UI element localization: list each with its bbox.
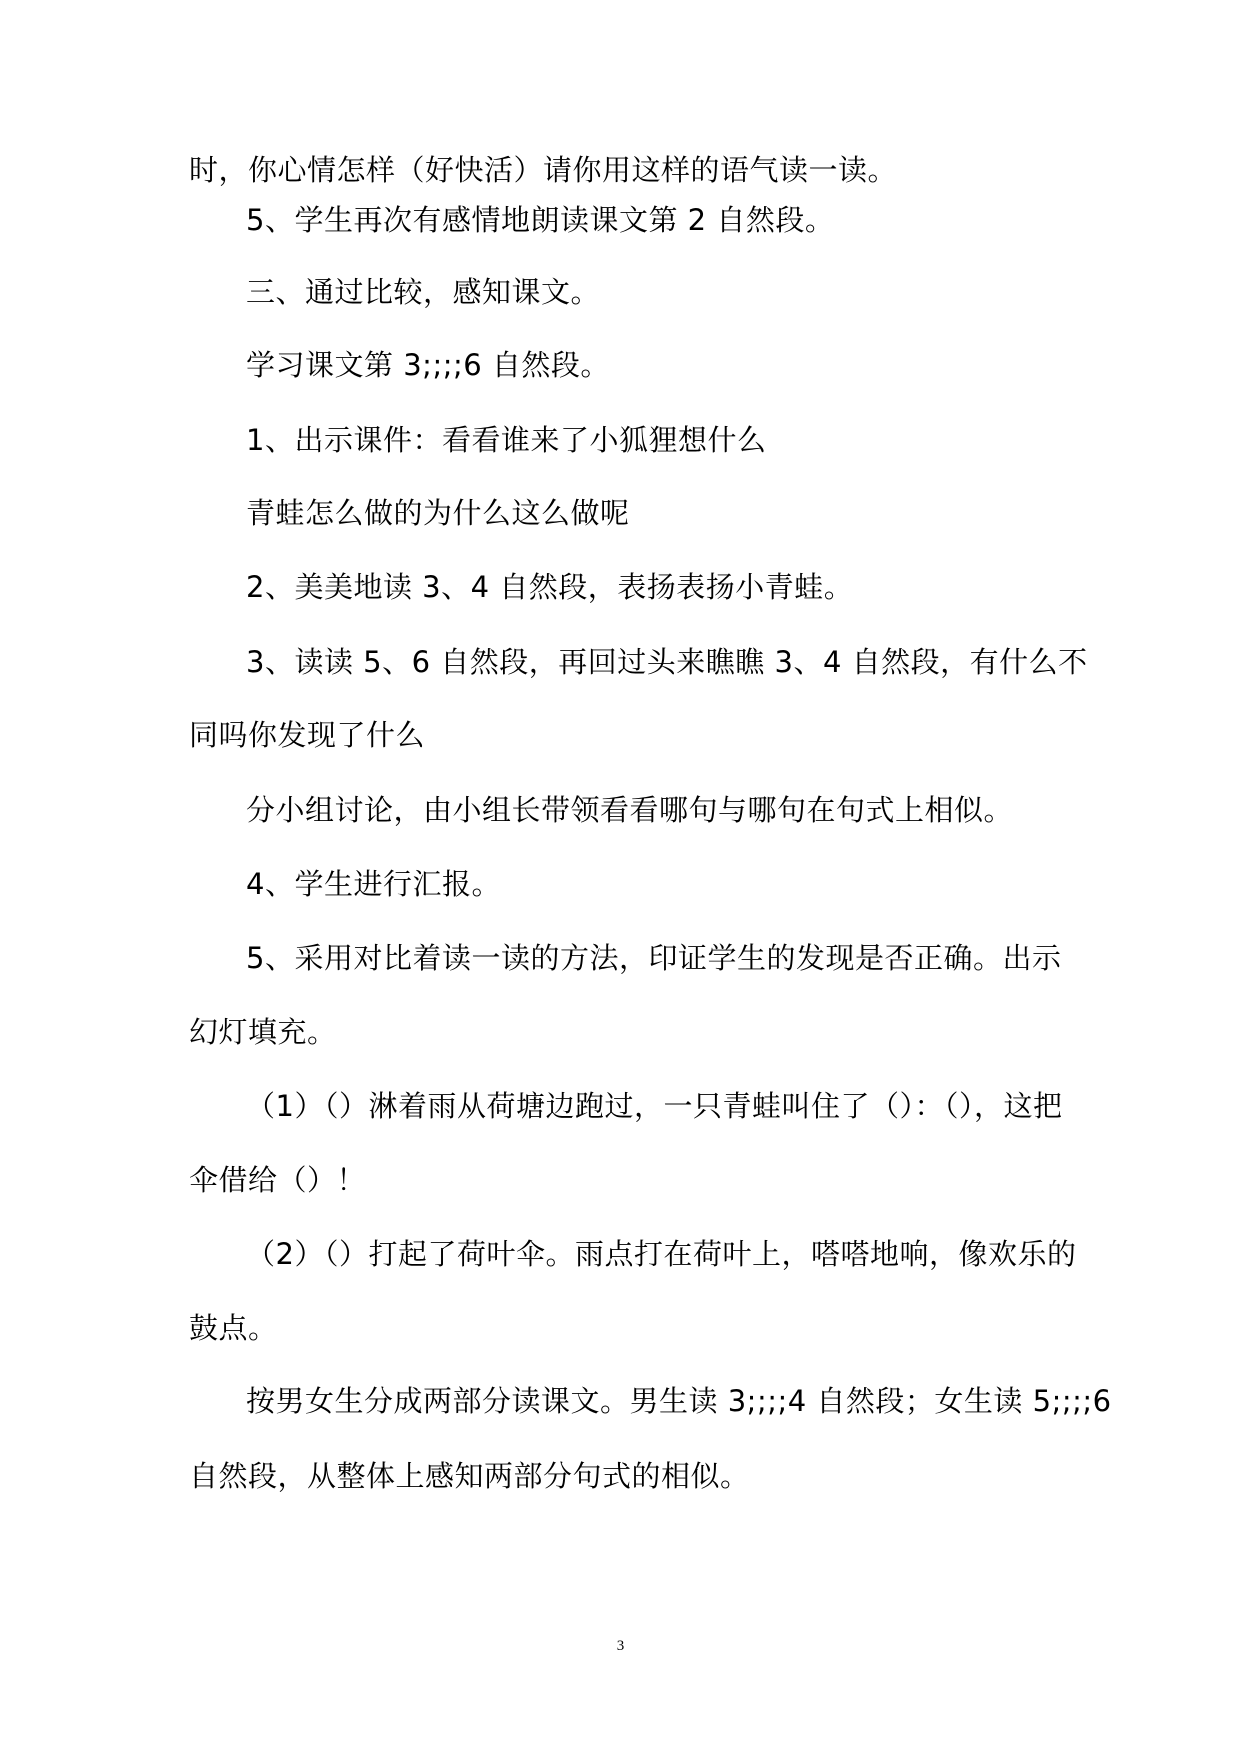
text-line: 幻灯填充。 xyxy=(189,1015,337,1049)
text-line: 青蛙怎么做的为什么这么做呢 xyxy=(246,496,630,530)
text-line: 2、美美地读 3、4 自然段，表扬表扬小青蛙。 xyxy=(246,570,854,604)
text-line: 鼓点。 xyxy=(189,1311,278,1345)
text-line: 分小组讨论，由小组长带领看看哪句与哪句在句式上相似。 xyxy=(246,793,1014,827)
text-line: 3、读读 5、6 自然段，再回过头来瞧瞧 3、4 自然段，有什么不 xyxy=(246,645,1088,679)
text-line: 按男女生分成两部分读课文。男生读 3;;;;4 自然段；女生读 5;;;;6 xyxy=(246,1384,1112,1418)
text-line: 5、学生再次有感情地朗读课文第 2 自然段。 xyxy=(246,203,835,237)
text-line: 1、出示课件：看看谁来了小狐狸想什么 xyxy=(246,423,767,457)
text-line: （1）（）淋着雨从荷塘边跑过，一只青蛙叫住了（）：（），这把 xyxy=(246,1089,1063,1123)
text-line: 学习课文第 3;;;;6 自然段。 xyxy=(246,348,610,382)
text-line: 同吗你发现了什么 xyxy=(189,718,426,752)
text-line: （2）（）打起了荷叶伞。雨点打在荷叶上，嗒嗒地响，像欢乐的 xyxy=(246,1237,1077,1271)
text-line: 时，你心情怎样（好快活）请你用这样的语气读一读。 xyxy=(189,153,898,187)
text-line: 4、学生进行汇报。 xyxy=(246,867,501,901)
text-line: 自然段，从整体上感知两部分句式的相似。 xyxy=(189,1459,750,1493)
page-number: 3 xyxy=(616,1638,625,1654)
section-heading: 三、通过比较，感知课文。 xyxy=(246,275,601,309)
text-line: 5、采用对比着读一读的方法，印证学生的发现是否正确。出示 xyxy=(246,941,1062,975)
text-line: 伞借给（）！ xyxy=(189,1163,367,1197)
